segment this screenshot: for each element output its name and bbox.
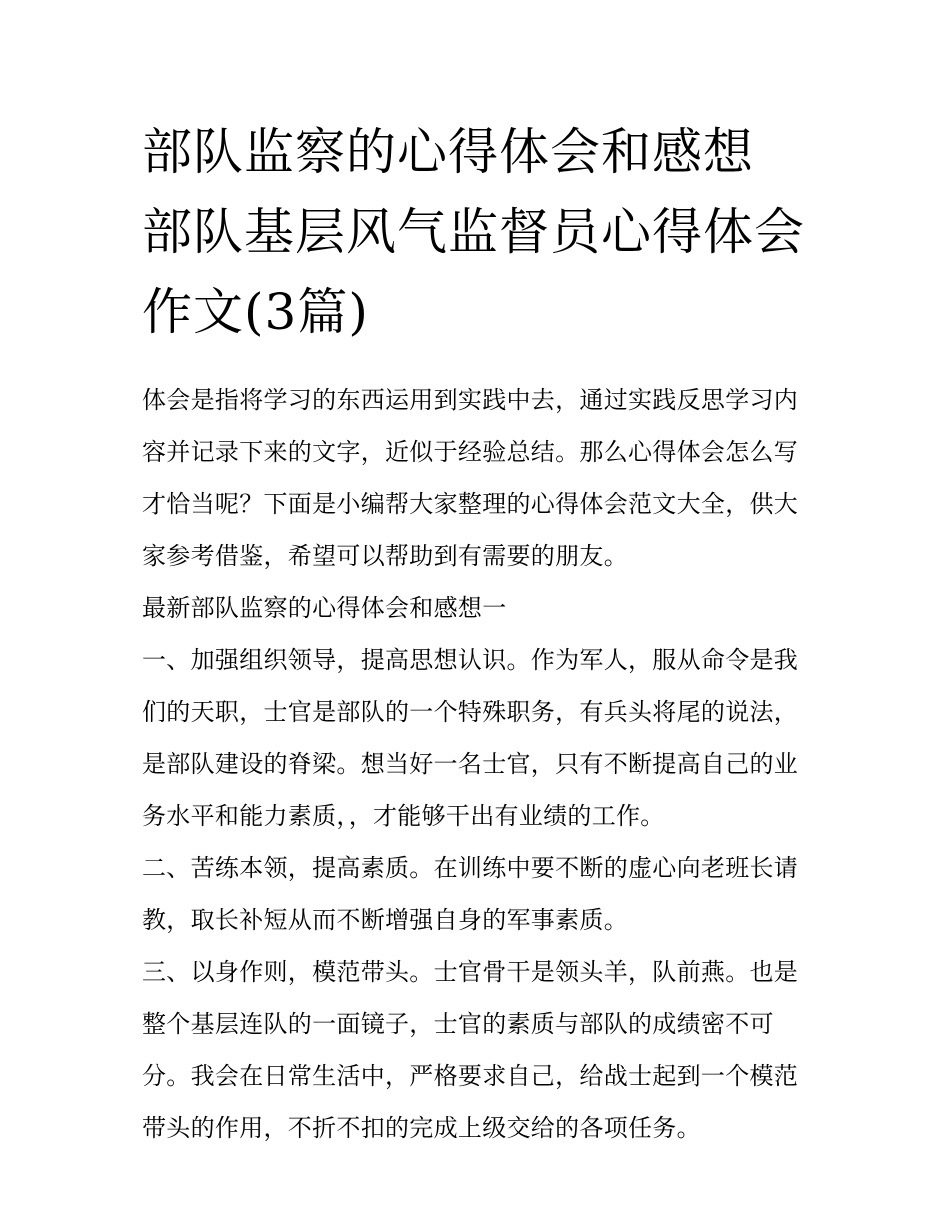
text-line: 二、苦练本领，提高素质。在训练中要不断的虚心向老班长请 — [142, 854, 799, 882]
text-line: 们的天职，士官是部队的一个特殊职务，有兵头将尾的说法， — [142, 698, 799, 726]
document-title: 部队监察的心得体会和感想 部队基层风气监督员心得体会作文(3篇) — [142, 123, 805, 341]
text-line: 容并记录下来的文字，近似于经验总结。那么心得体会怎么写 — [142, 438, 799, 466]
text-line: 一、加强组织领导，提高思想认识。作为军人，服从命令是我 — [142, 646, 799, 674]
point-two-paragraph — [142, 842, 814, 946]
text-line: 是部队建设的脊梁。想当好一名士官，只有不断提高自己的业 — [142, 750, 799, 778]
section-heading — [142, 582, 814, 634]
text-line: 整个基层连队的一面镜子，士官的素质与部队的成绩密不可 — [142, 1010, 774, 1038]
document-body — [142, 374, 814, 1154]
point-one-paragraph — [142, 634, 814, 842]
intro-paragraph — [142, 374, 814, 582]
text-line: 最新部队监察的心得体会和感想一 — [142, 594, 507, 622]
document-page — [142, 112, 814, 1154]
point-three-paragraph — [142, 946, 814, 1154]
text-line: 带头的作用，不折不扣的完成上级交给的各项任务。 — [142, 1114, 701, 1142]
text-line: 务水平和能力素质，，才能够干出有业绩的工作。 — [142, 802, 665, 830]
text-line: 才恰当呢？下面是小编帮大家整理的心得体会范文大全，供大 — [142, 490, 799, 518]
text-line: 体会是指将学习的东西运用到实践中去，通过实践反思学习内 — [142, 386, 799, 414]
text-line: 家参考借鉴，希望可以帮助到有需要的朋友。 — [142, 542, 628, 570]
text-line: 分。我会在日常生活中，严格要求自己，给战士起到一个模范 — [142, 1062, 799, 1090]
text-line: 教，取长补短从而不断增强自身的军事素质。 — [142, 906, 628, 934]
text-line: 三、以身作则，模范带头。士官骨干是领头羊，队前燕。也是 — [142, 958, 799, 986]
